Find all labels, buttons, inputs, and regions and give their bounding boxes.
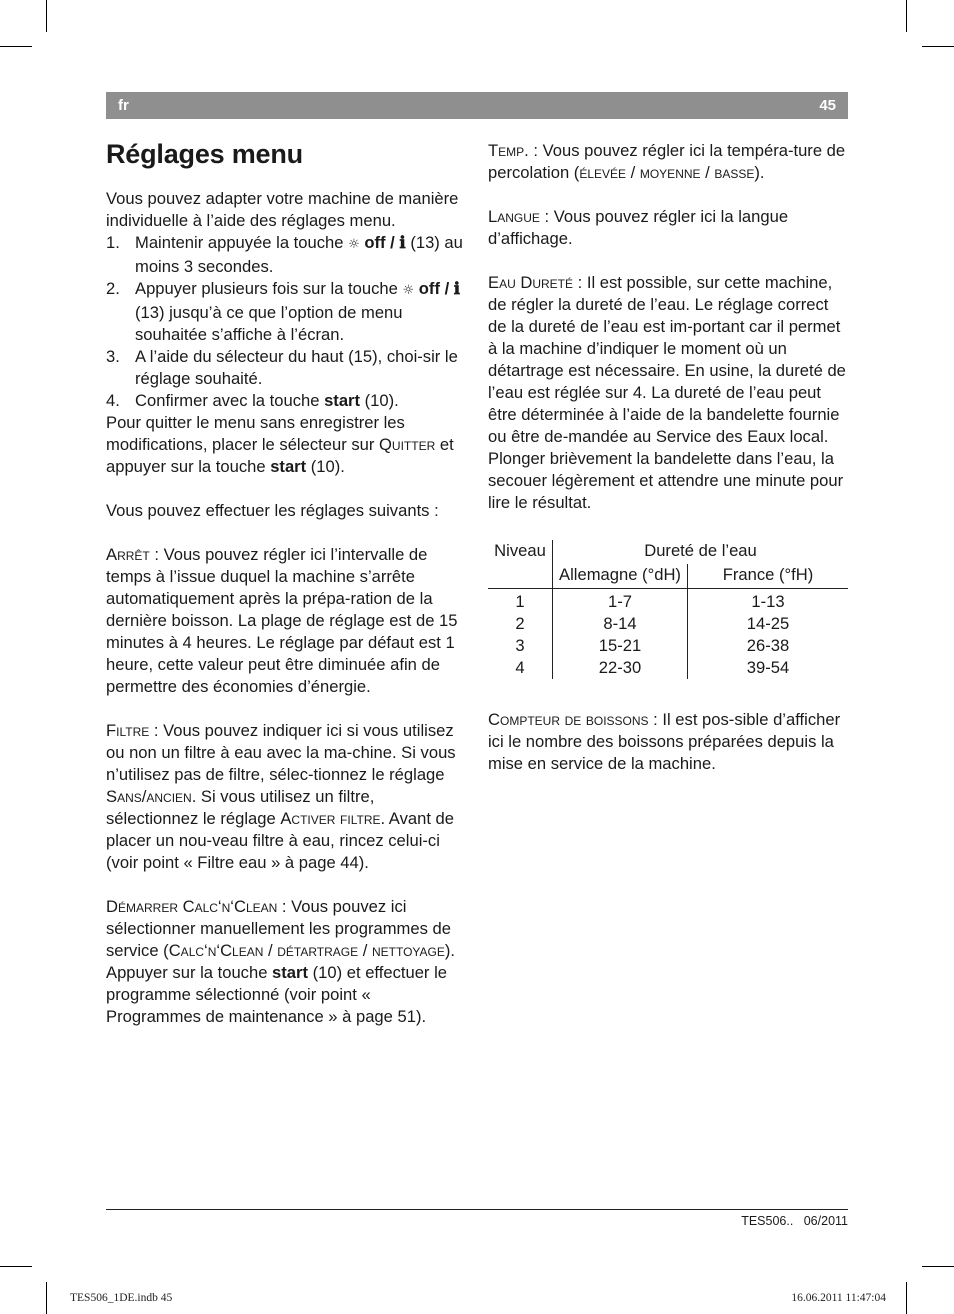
table-cell-fr: 1-13: [688, 589, 849, 614]
step-number: 4.: [106, 391, 120, 410]
term-filtre: Filtre: [106, 721, 150, 740]
durete-paragraph: Eau Dureté : Il est possible, sur cette machine, de régler la dureté de l’eau. Le réglage correct de la dureté de l’eau est im-portant car il permet à la machine d’indiquer le moment où un détartrage est nécessaire. En usine, la dureté de l’eau est réglée sur 4. La dureté de l’eau peut être déterminée à l’aide de la bandelette fournie ou être de-mandée au Service des Eaux local. Plonger brièvement la bandelette dans l’eau, la secouer légèrement et attendre une minute pour lire le résultat.: [488, 273, 846, 512]
table-cell-de: 22-30: [553, 657, 688, 679]
term-compteur: Compteur de boissons: [488, 710, 649, 729]
table-header-niveau: Niveau: [494, 541, 546, 560]
step-key: start: [324, 391, 361, 410]
print-slug-file: TES506_1DE.indb 45: [70, 1292, 173, 1304]
step-key: off / ℹ: [364, 233, 406, 252]
term-activer-filtre: Activer filtre: [280, 809, 381, 828]
power-icon: ☼: [348, 237, 360, 252]
table-cell-fr: 26-38: [688, 635, 849, 657]
footer-model: TES506..: [741, 1214, 794, 1228]
step-item: [106, 390, 466, 412]
table-row: [488, 613, 848, 635]
step-number: 1.: [106, 233, 120, 252]
left-column: [106, 136, 466, 1028]
langue-paragraph: Langue : Vous pouvez régler ici la langue d’affichage.: [488, 207, 789, 248]
term-programmes: Calc‘n‘Clean / détartrage / nettoyage: [168, 941, 445, 960]
step-text: A l’aide du sélecteur du haut (15), choi-sir le réglage souhaité.: [135, 347, 458, 388]
term-temp-options: élevée / moyenne / basse: [579, 163, 755, 182]
step-text: (13) jusqu’à ce que l’option de menu souhaitée s’affiche à l’écran.: [135, 303, 403, 344]
step-text: (13) au moins 3 secondes.: [135, 233, 463, 276]
right-column: [488, 140, 850, 775]
crop-mark: [906, 1282, 907, 1314]
table-cell-niveau: 2: [515, 614, 525, 633]
step-item: [106, 346, 466, 390]
term-sans-ancien: Sans/ancien: [106, 787, 192, 806]
step-item: [106, 278, 466, 346]
page-title: Réglages menu: [106, 139, 303, 169]
table-row: [488, 657, 848, 679]
term-quitter: Quitter: [379, 435, 436, 454]
step-item: [106, 232, 466, 278]
crop-mark: [0, 46, 32, 47]
step-text: (10).: [360, 391, 399, 410]
demarrer-paragraph: Démarrer Calc‘n‘Clean : Vous pouvez ici sélectionner manuellement les programmes de service (Calc‘n‘Clean / détartrage / nettoyage). Appuyer sur la touche start (10) et effectuer le programme sélectionné (voir point « Programmes de maintenance » à page 51).: [106, 897, 456, 1026]
footer-date: 06/2011: [803, 1214, 848, 1228]
step-text: Maintenir appuyée la touche: [135, 233, 349, 252]
step-key: off / ℹ: [418, 279, 461, 298]
compteur-paragraph: Compteur de boissons : Il est pos-sible d’afficher ici le nombre des boissons préparées depuis la mise en service de la machine.: [488, 710, 841, 773]
table-row: [488, 589, 848, 614]
print-slug-timestamp: 16.06.2011 11:47:04: [791, 1292, 886, 1304]
term-langue: Langue: [488, 207, 540, 226]
intro-text: Vous pouvez adapter votre machine de manière individuelle à l’aide des réglages menu.: [106, 189, 459, 230]
table-cell-de: 8-14: [553, 613, 688, 635]
page-footer: [741, 1214, 848, 1228]
table-row: [488, 635, 848, 657]
table-cell-niveau: 4: [515, 658, 525, 677]
steps-list: [106, 232, 466, 412]
table-cell-niveau: 3: [515, 636, 525, 655]
table-header-allemagne: Allemagne (°dH): [553, 564, 688, 586]
table-header-france: France (°fH): [688, 564, 849, 586]
quit-paragraph: Pour quitter le menu sans enregistrer les modifications, placer le sélecteur sur Quitter et appuyer sur la touche start (10).: [106, 413, 454, 476]
power-icon: ☼: [402, 283, 415, 298]
filtre-paragraph: Filtre : Vous pouvez indiquer ici si vous utilisez ou non un filtre à eau avec la ma-chine. Si vous n’utilisez pas de filtre, sélec-tionnez le réglage Sans/ancien. Si vous utilisez un filtre, sélectionnez le réglage Activer filtre. Avant de placer un nou-veau filtre à eau, rincez celui-ci (voir point « Filtre eau » à page 44).: [106, 721, 456, 872]
term-demarrer: Démarrer Calc‘n‘Clean: [106, 897, 278, 916]
arret-paragraph: Arrêt : Vous pouvez régler ici l’intervalle de temps à l’issue duquel la machine s’arrête automatiquement après la prépa-ration de la dernière boisson. La plage de réglage est de 15 minutes à 4 heures. Le réglage par défaut est 1 heure, cette valeur peut être diminuée afin de permettre des économies d’énergie.: [106, 545, 458, 696]
hardness-table: [488, 540, 848, 679]
settings-intro: Vous pouvez effectuer les réglages suivants :: [106, 501, 439, 520]
crop-mark: [922, 46, 954, 47]
table-cell-de: 1-7: [553, 589, 688, 614]
crop-mark: [922, 1266, 954, 1267]
crop-mark: [46, 1282, 47, 1314]
step-number: 3.: [106, 347, 120, 366]
step-text: Appuyer plusieurs fois sur la touche: [135, 279, 403, 298]
table-cell-fr: 14-25: [688, 613, 849, 635]
table-header-durete: Dureté de l’eau: [553, 540, 849, 564]
language-label: fr: [118, 97, 129, 114]
crop-mark: [46, 0, 47, 32]
crop-mark: [0, 1266, 32, 1267]
table-cell-de: 15-21: [553, 635, 688, 657]
table-cell-fr: 39-54: [688, 657, 849, 679]
temp-paragraph: Temp. : Vous pouvez régler ici la tempéra-ture de percolation (élevée / moyenne / basse).: [488, 141, 846, 182]
step-text: Confirmer avec la touche: [135, 391, 325, 410]
page-number: 45: [819, 97, 836, 114]
page-header: [106, 92, 848, 119]
term-temp: Temp.: [488, 141, 529, 160]
table-cell-niveau: 1: [515, 592, 525, 611]
footer-rule: [106, 1209, 848, 1210]
term-arret: Arrêt: [106, 545, 150, 564]
term-durete: Eau Dureté: [488, 273, 574, 292]
table-body: [488, 589, 848, 680]
crop-mark: [906, 0, 907, 32]
step-number: 2.: [106, 279, 120, 298]
